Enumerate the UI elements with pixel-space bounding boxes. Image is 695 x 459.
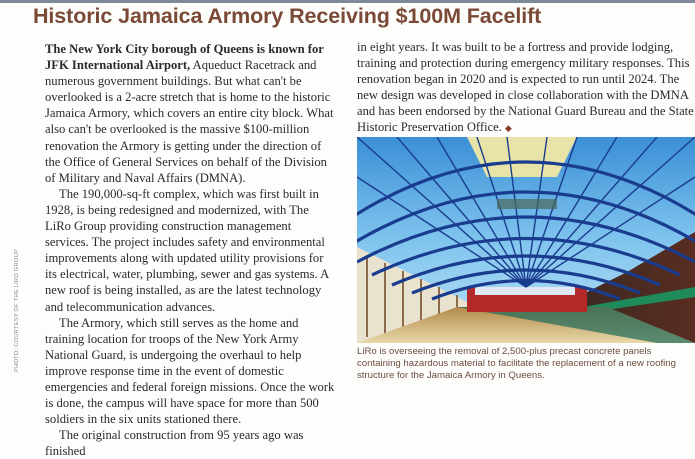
paragraph-continued: in eight years. It was built to be a fortress and provide lodging, training and protection during emergency military responses. This renovation began in 2020 and is expected to run until 2024. The new design was developed in close collaboration with the DMNA and has been endorsed by the National Guard Bureau and the State Historic Preservation Office. ◆ xyxy=(357,40,694,135)
article-body-left-column xyxy=(45,41,337,459)
article-title: Historic Jamaica Armory Receiving $100M Facelift xyxy=(33,4,542,28)
lead-in: The New York City borough of Queens is known for JFK International Airport, xyxy=(45,42,324,73)
paragraph-4: The original construction from 95 years ago was finished xyxy=(45,428,304,459)
paragraph-1: The New York City borough of Queens is known for JFK International Airport, Aqueduct Racetrack and numerous government buildings. But what can't be overlooked is a 2-acre stretch that is home to the historic Jamaica Armory, which covers an entire city block. What also can't be overlooked is the massive $100-million renovation the Armory is getting under the direction of the Office of General Services on behalf of the Division of Military and Naval Affairs (DMNA). xyxy=(45,42,334,185)
photo-caption: LiRo is overseeing the removal of 2,500-plus precast concrete panels containing hazardous material to facilitate the replacement of a new roofing structure for the Jamaica Armory in Queens. xyxy=(357,346,676,381)
paragraph-2: The 190,000-sq-ft complex, which was first built in 1928, is being redesigned and modernized, with The LiRo Group providing construction management services. The project includes safety and environmental improvements along with updated utility provisions for its electrical, water, plumbing, sewer and gas systems. A new roof is being installed, as are the latest technology and telecommunication advances. xyxy=(45,186,329,314)
end-mark-icon: ◆ xyxy=(504,123,512,134)
article-body-right-column xyxy=(357,39,695,137)
paragraph-3: The Armory, which still serves as the home and training location for troops of the New York Army National Guard, is undergoing the overhaul to help improve response time in the event of domestic emergencies and federal foreign missions. Once the work is done, the campus will have space for more than 500 soldiers in the six units stationed there. xyxy=(45,315,335,427)
armory-photo-illustration xyxy=(357,137,695,343)
armory-interior-photo xyxy=(357,137,695,343)
photo-credit: PHOTO: COURTESY OF THE LIRO GROUP xyxy=(14,248,20,372)
top-rule xyxy=(0,0,695,3)
